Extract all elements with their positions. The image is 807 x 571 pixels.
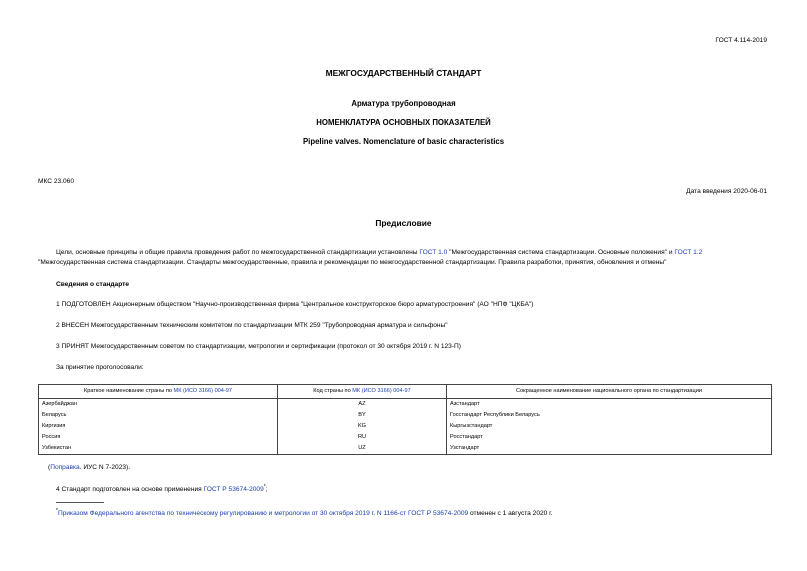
table-row xyxy=(39,443,772,455)
code-cell: BY xyxy=(278,410,447,421)
document-code: ГОСТ 4.114-2019 xyxy=(715,37,767,44)
amendment-link[interactable]: Поправка xyxy=(50,464,80,471)
footnote-divider xyxy=(56,502,104,503)
standard-info-heading: Сведения о стандарте xyxy=(56,281,130,288)
foreword-paragraph-line1: Цели, основные принципы и общие правила проведения работ по межгосударственной стандартизации установлены ГОСТ 1.0 "Межгосударственная система стандартизации. Основные положения" и ГОСТ 1.2 xyxy=(56,249,703,256)
table-row xyxy=(39,399,772,411)
standard-kind: МЕЖГОСУДАРСТВЕННЫЙ СТАНДАРТ xyxy=(325,68,482,78)
body-cell: Узстандарт xyxy=(447,443,772,455)
table-row xyxy=(39,432,772,443)
country-cell: Азербайджан xyxy=(39,399,278,411)
gost-r-53674-link[interactable]: ГОСТ Р 53674-2009 xyxy=(203,486,264,494)
order-link[interactable]: Приказом Федерального агентства по техническому регулированию и метрологии от 30 октября 2019 г. N 1166-ст ГОСТ Р 53674-2009 xyxy=(57,510,469,518)
foreword-heading: Предисловие xyxy=(375,218,432,228)
standard-subject: Арматура трубопроводная xyxy=(351,99,456,108)
info-item-2: 2 ВНЕСЕН Межгосударственным техническим комитетом по стандартизации МТК 259 "Трубопроводная арматура и сильфоны" xyxy=(56,322,448,329)
code-cell: UZ xyxy=(278,443,447,455)
table-row xyxy=(39,421,772,432)
table-header-row xyxy=(39,385,772,399)
mk-iso-3166-link[interactable]: МК (ИСО 3166) 004-97 xyxy=(352,388,411,394)
code-cell: RU xyxy=(278,432,447,443)
country-cell: Киргизия xyxy=(39,421,278,432)
voting-countries-table xyxy=(38,384,772,455)
mk-iso-3166-link[interactable]: МК (ИСО 3166) 004-97 xyxy=(173,388,232,394)
voted-label: За принятие проголосовали: xyxy=(56,364,144,371)
column-header-country: Краткое наименование страны по МК (ИСО 3166) 004-97 xyxy=(39,385,278,399)
footnote: *Приказом Федерального агентства по техническому регулированию и метрологии от 30 октября 2019 г. N 1166-ст ГОСТ Р 53674-2009 отменен с 1 августа 2020 г. xyxy=(56,508,553,518)
standard-english-title: Pipeline valves. Nomenclature of basic characteristics xyxy=(302,137,505,146)
info-item-1: 1 ПОДГОТОВЛЕН Акционерным обществом "Научно-производственная фирма "Центральное конструкторское бюро арматуростроения" (АО "НПФ "ЦКБА") xyxy=(56,301,534,308)
standard-name: НОМЕНКЛАТУРА ОСНОВНЫХ ПОКАЗАТЕЛЕЙ xyxy=(316,118,491,127)
body-cell: Госстандарт Республики Беларусь xyxy=(447,410,772,421)
code-cell: AZ xyxy=(278,399,447,411)
table-row xyxy=(39,410,772,421)
column-header-body: Сокращенное наименование национального органа по стандартизации xyxy=(447,385,772,399)
mks-code: МКС 23.060 xyxy=(38,178,75,185)
gost-1-0-link[interactable]: ГОСТ 1.0 xyxy=(419,249,448,256)
footnote-marker: * xyxy=(56,508,58,514)
body-cell: Азстандарт xyxy=(447,399,772,411)
foreword-paragraph-line2: "Межгосударственная система стандартизации. Стандарты межгосударственные, правила и рекомендации по межгосударственной стандартизации. Правила разработки, принятия, обновления и отмены" xyxy=(38,259,667,266)
gost-1-2-link[interactable]: ГОСТ 1.2 xyxy=(674,249,703,256)
body-cell: Кыргызстандарт xyxy=(447,421,772,432)
amendment-note: (Поправка. ИУС N 7-2023). xyxy=(48,464,131,471)
column-header-code: Код страны по МК (ИСО 3166) 004-97 xyxy=(278,385,447,399)
info-item-4: 4 Стандарт подготовлен на основе применения ГОСТ Р 53674-2009*; xyxy=(56,484,268,494)
footnote-marker: * xyxy=(263,484,266,490)
country-cell: Россия xyxy=(39,432,278,443)
introduction-date: Дата введения 2020-06-01 xyxy=(686,188,767,195)
code-cell: KG xyxy=(278,421,447,432)
info-item-3: 3 ПРИНЯТ Межгосударственным советом по стандартизации, метрологии и сертификации (протокол от 30 октября 2019 г. N 123-П) xyxy=(56,343,461,350)
country-cell: Беларусь xyxy=(39,410,278,421)
country-cell: Узбекистан xyxy=(39,443,278,455)
body-cell: Росстандарт xyxy=(447,432,772,443)
